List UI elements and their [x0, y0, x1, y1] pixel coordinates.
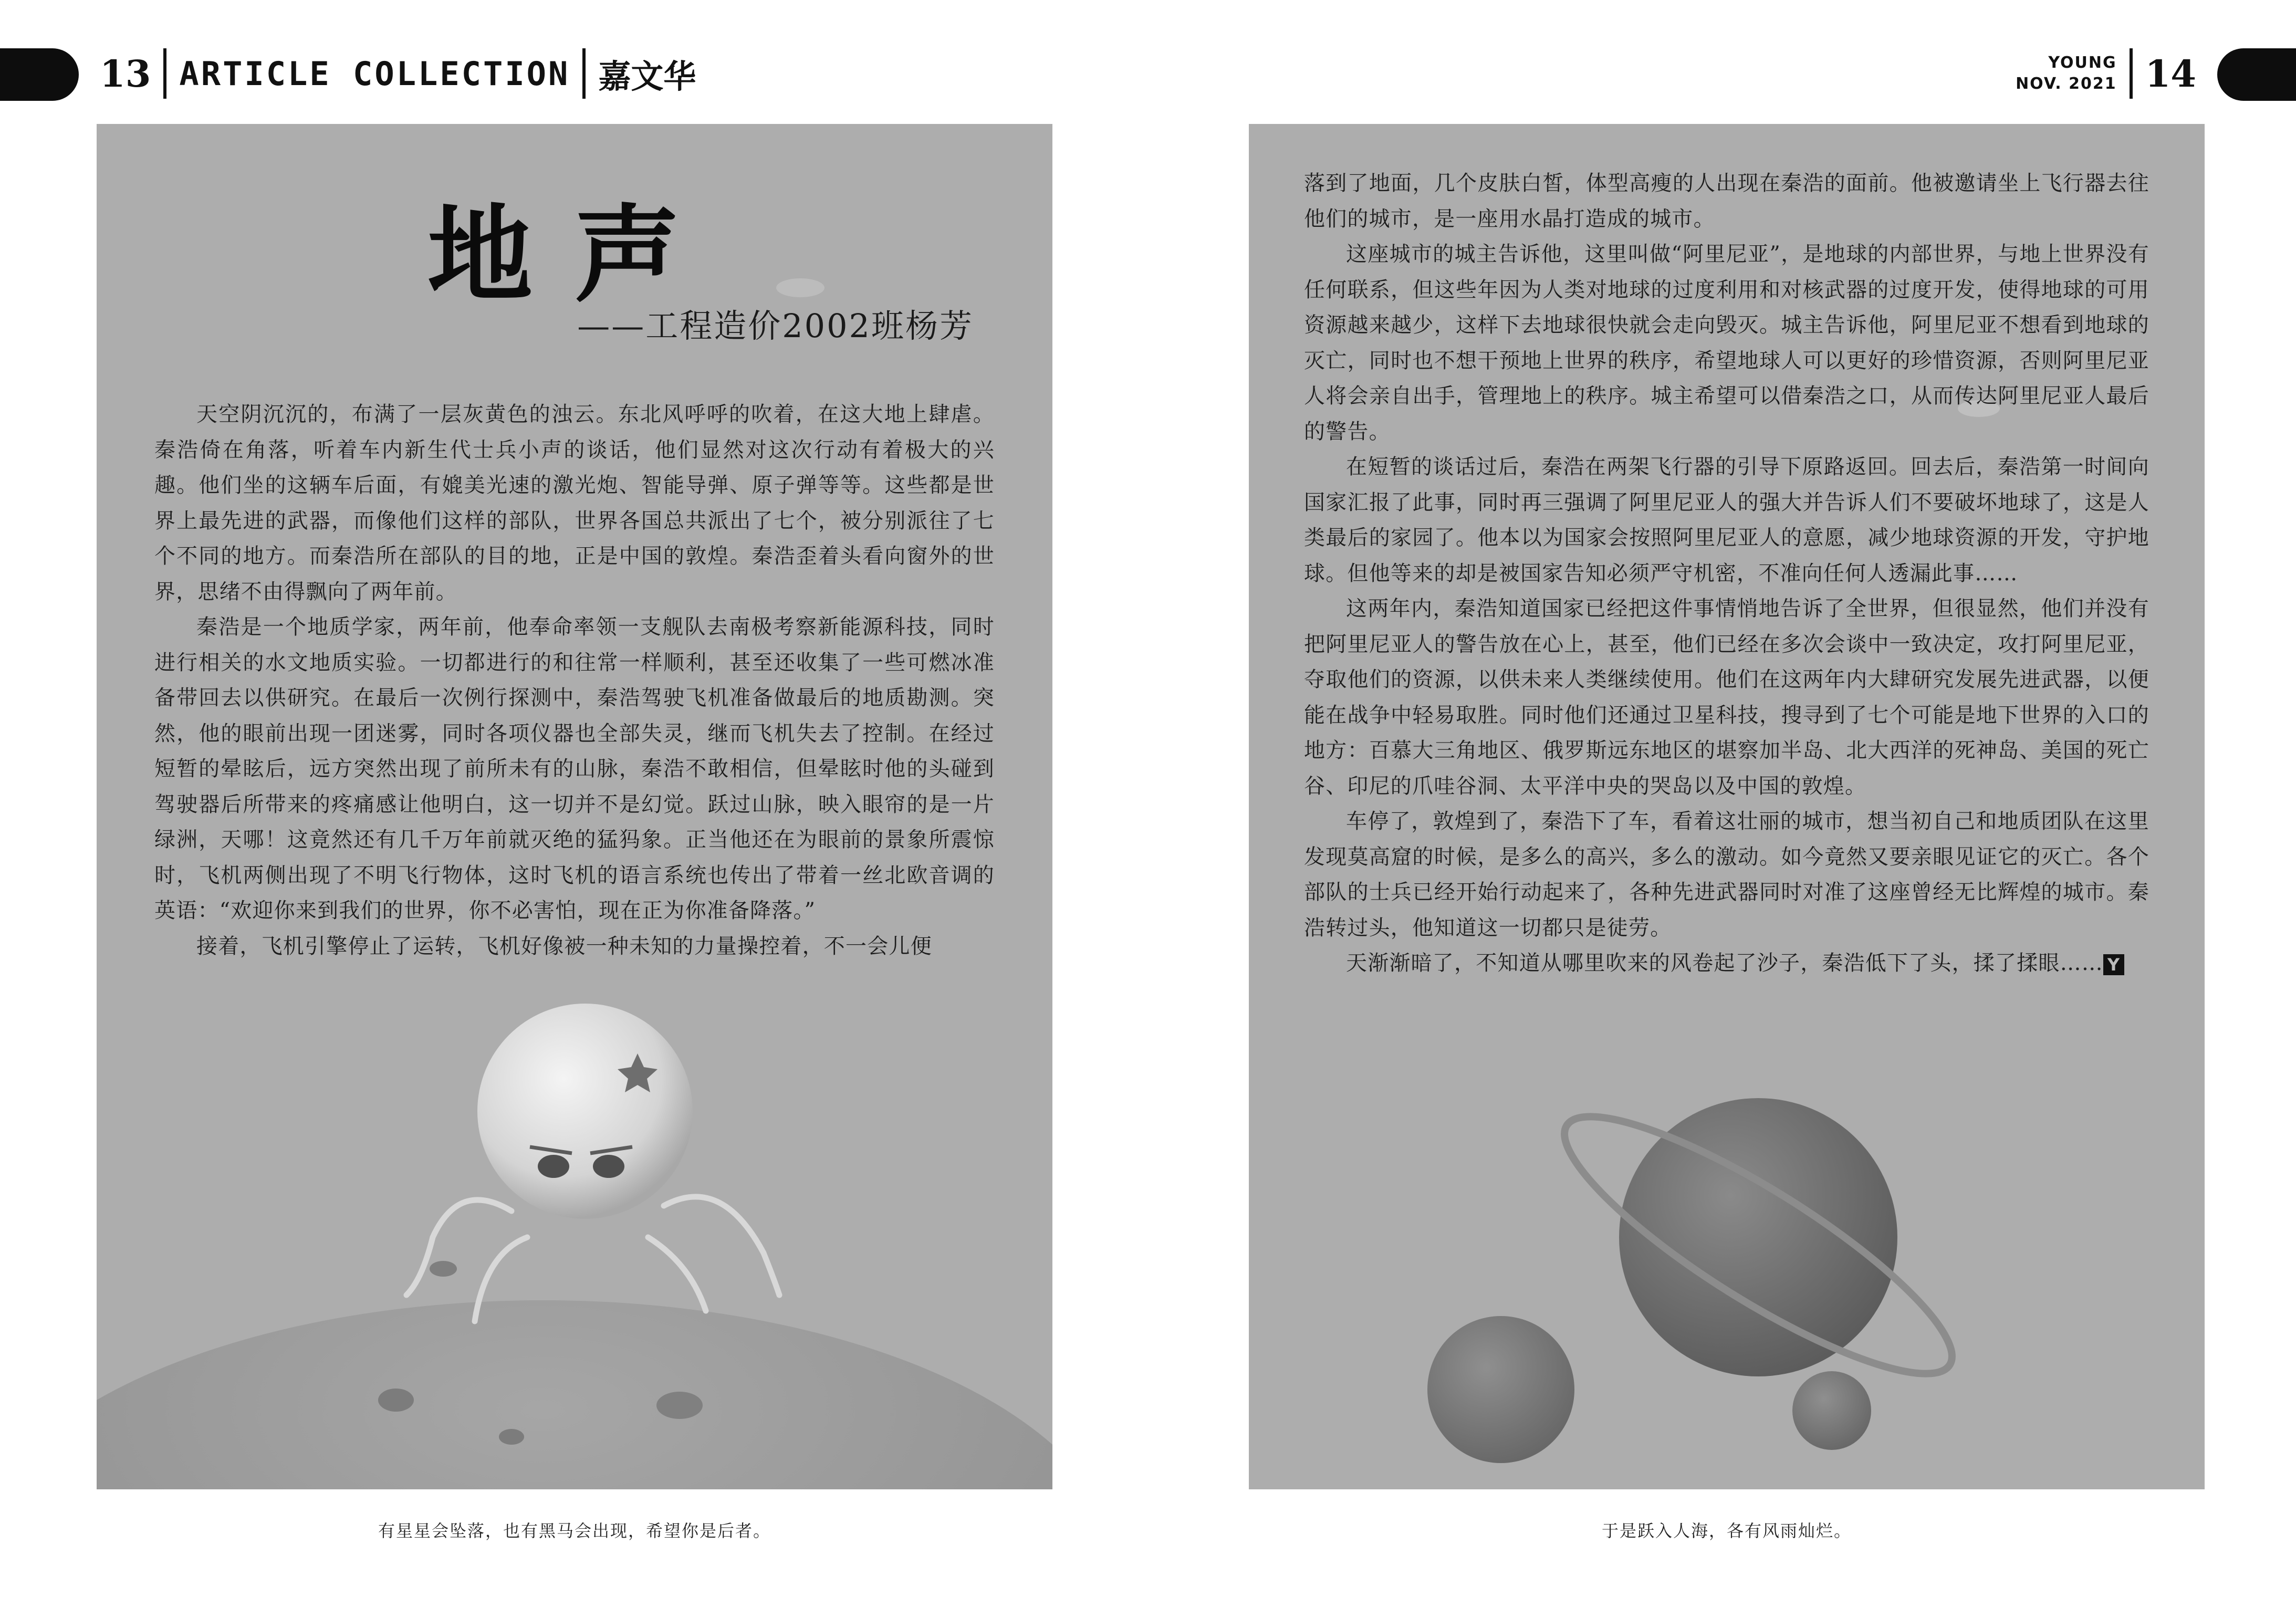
header-divider	[163, 48, 166, 99]
article-author: ——工程造价2002班杨芳	[577, 307, 974, 345]
left-article-text	[154, 397, 995, 964]
paragraph: 这两年内，秦浩知道国家已经把这件事情悄地告诉了全世界，但很显然，他们并没有把阿里尼亚人的警告放在心上，甚至，他们已经在多次会谈中一致决定，攻打阿里尼亚，夺取他们的资源，以供未来人类继续使用。他们在这两年内大肆研究发展先进武器，以便能在战争中轻易取胜。同时他们还通过卫星科技，搜寻到了七个可能是地下世界的入口的地方：百慕大三角地区、俄罗斯远东地区的堪察加半岛、北大西洋的死神岛、美国的死亡谷、印尼的爪哇谷洞、太平洋中央的哭岛以及中国的敦煌。	[1304, 597, 2149, 798]
right-page-header	[2016, 46, 2196, 101]
right-page-panel	[1249, 124, 2205, 1489]
magazine-name: YOUNG	[2048, 54, 2117, 72]
creature-eye	[538, 1155, 569, 1178]
left-page-panel	[97, 124, 1052, 1489]
right-header-tab	[2217, 48, 2296, 101]
crater	[499, 1429, 524, 1445]
issue-date: NOV. 2021	[2016, 75, 2117, 93]
small-planet	[1792, 1371, 1871, 1450]
paragraph: 落到了地面，几个皮肤白皙，体型高瘦的人出现在秦浩的面前。他被邀请坐上飞行器去往他们的城市，是一座用水晶打造成的城市。	[1304, 171, 2149, 231]
left-page-header	[100, 46, 696, 101]
paragraph: 接着，飞机引擎停止了运转，飞机好像被一种未知的力量操控着，不一会儿便	[196, 934, 932, 958]
brand-name: 嘉文华	[598, 57, 696, 96]
creature-eye	[593, 1155, 624, 1178]
magazine-issue	[2016, 53, 2117, 95]
crater	[656, 1392, 703, 1419]
left-footer-quote: 有星星会坠落，也有黑马会出现，希望你是后者。	[378, 1521, 771, 1541]
header-divider	[2130, 48, 2133, 99]
right-footer-quote: 于是跃入人海，各有风雨灿烂。	[1601, 1521, 1852, 1541]
right-page-number: 14	[2145, 51, 2196, 96]
paragraph: 车停了，敦煌到了，秦浩下了车，看着这壮丽的城市，想当初自己和地质团队在这里发现莫高窟的时候，是多么的高兴，多么的激动。如今竟然又要亲眼见证它的灭亡。各个部队的士兵已经开始行动起来了，各种先进武器同时对准了这座曾经无比辉煌的城市。秦浩转过头，他知道这一切都只是徒劳。	[1304, 809, 2149, 940]
crater	[430, 1261, 457, 1277]
paragraph: 天空阴沉沉的，布满了一层灰黄色的浊云。东北风呼呼的吹着，在这大地上肆虐。秦浩倚在角落，听着车内新生代士兵小声的谈话，他们显然对这次行动有着极大的兴趣。他们坐的这辆车后面，有媲美光速的激光炮、智能导弹、原子弹等等。这些都是世界上最先进的武器，而像他们这样的部队，世界各国总共派出了七个，被分别派往了七个不同的地方。而秦浩所在部队的目的地，正是中国的敦煌。秦浩歪着头看向窗外的世界，思绪不由得飘向了两年前。	[154, 402, 995, 604]
ground-planet	[97, 1300, 1052, 1489]
article-title: 地声	[427, 193, 722, 317]
paragraph: 秦浩是一个地质学家，两年前，他奉命率领一支舰队去南极考察新能源科技，同时进行相关的水文地质实验。一切都进行的和往常一样顺利，甚至还收集了一些可燃冰准备带回去以供研究。在最后一次例行探测中，秦浩驾驶飞机准备做最后的地质勘测。突然，他的眼前出现一团迷雾，同时各项仪器也全部失灵，继而飞机失去了控制。在经过短暂的晕眩后，远方突然出现了前所未有的山脉，秦浩不敢相信，但晕眩时他的头碰到驾驶器后所带来的疼痛感让他明白，这一切并不是幻觉。跃过山脉，映入眼帘的是一片绿洲，天哪！这竟然还有几千万年前就灭绝的猛犸象。正当他还在为眼前的景象所震惊时，飞机两侧出现了不明飞行物体，这时飞机的语言系统也传出了带着一丝北欧音调的英语：“欢迎你来到我们的世界，你不必害怕，现在正为你准备降落。”	[154, 615, 995, 923]
header-divider	[582, 48, 586, 99]
section-title: ARTICLE COLLECTION	[179, 54, 570, 93]
right-article-text	[1304, 166, 2149, 982]
left-page-number: 13	[100, 51, 151, 96]
creature-moon-body	[477, 1004, 693, 1219]
paragraph: 这座城市的城主告诉他，这里叫做“阿里尼亚”，是地球的内部世界，与地上世界没有任何联系，但这些年因为人类对地球的过度利用和对核武器的过度开发，使得地球的可用资源越来越少，这样下去地球很快就会走向毁灭。城主告诉他，阿里尼亚不想看到地球的灭亡，同时也不想干预地上世界的秩序，希望地球人可以更好的珍惜资源，否则阿里尼亚人将会亲自出手，管理地上的秩序。城主希望可以借秦浩之口，从而传达阿里尼亚人最后的警告。	[1304, 242, 2149, 444]
medium-planet	[1427, 1316, 1574, 1463]
ringed-planet	[1619, 1098, 1897, 1376]
last-paragraph-text: 天渐渐暗了，不知道从哪里吹来的风卷起了沙子，秦浩低下了头，揉了揉眼……	[1346, 951, 2103, 975]
paragraph-last	[1304, 946, 2149, 982]
crater	[378, 1389, 414, 1412]
left-header-tab	[0, 48, 79, 101]
paragraph: 在短暂的谈话过后，秦浩在两架飞行器的引导下原路返回。回去后，秦浩第一时间向国家汇报了此事，同时再三强调了阿里尼亚人的强大并告诉人们不要破坏地球了，这是人类最后的家园了。他本以为国家会按照阿里尼亚人的意愿，减少地球资源的开发，守护地球。但他等来的却是被国家告知必须严守机密，不准向任何人透漏此事……	[1304, 455, 2149, 586]
end-mark-icon: Y	[2103, 954, 2124, 975]
